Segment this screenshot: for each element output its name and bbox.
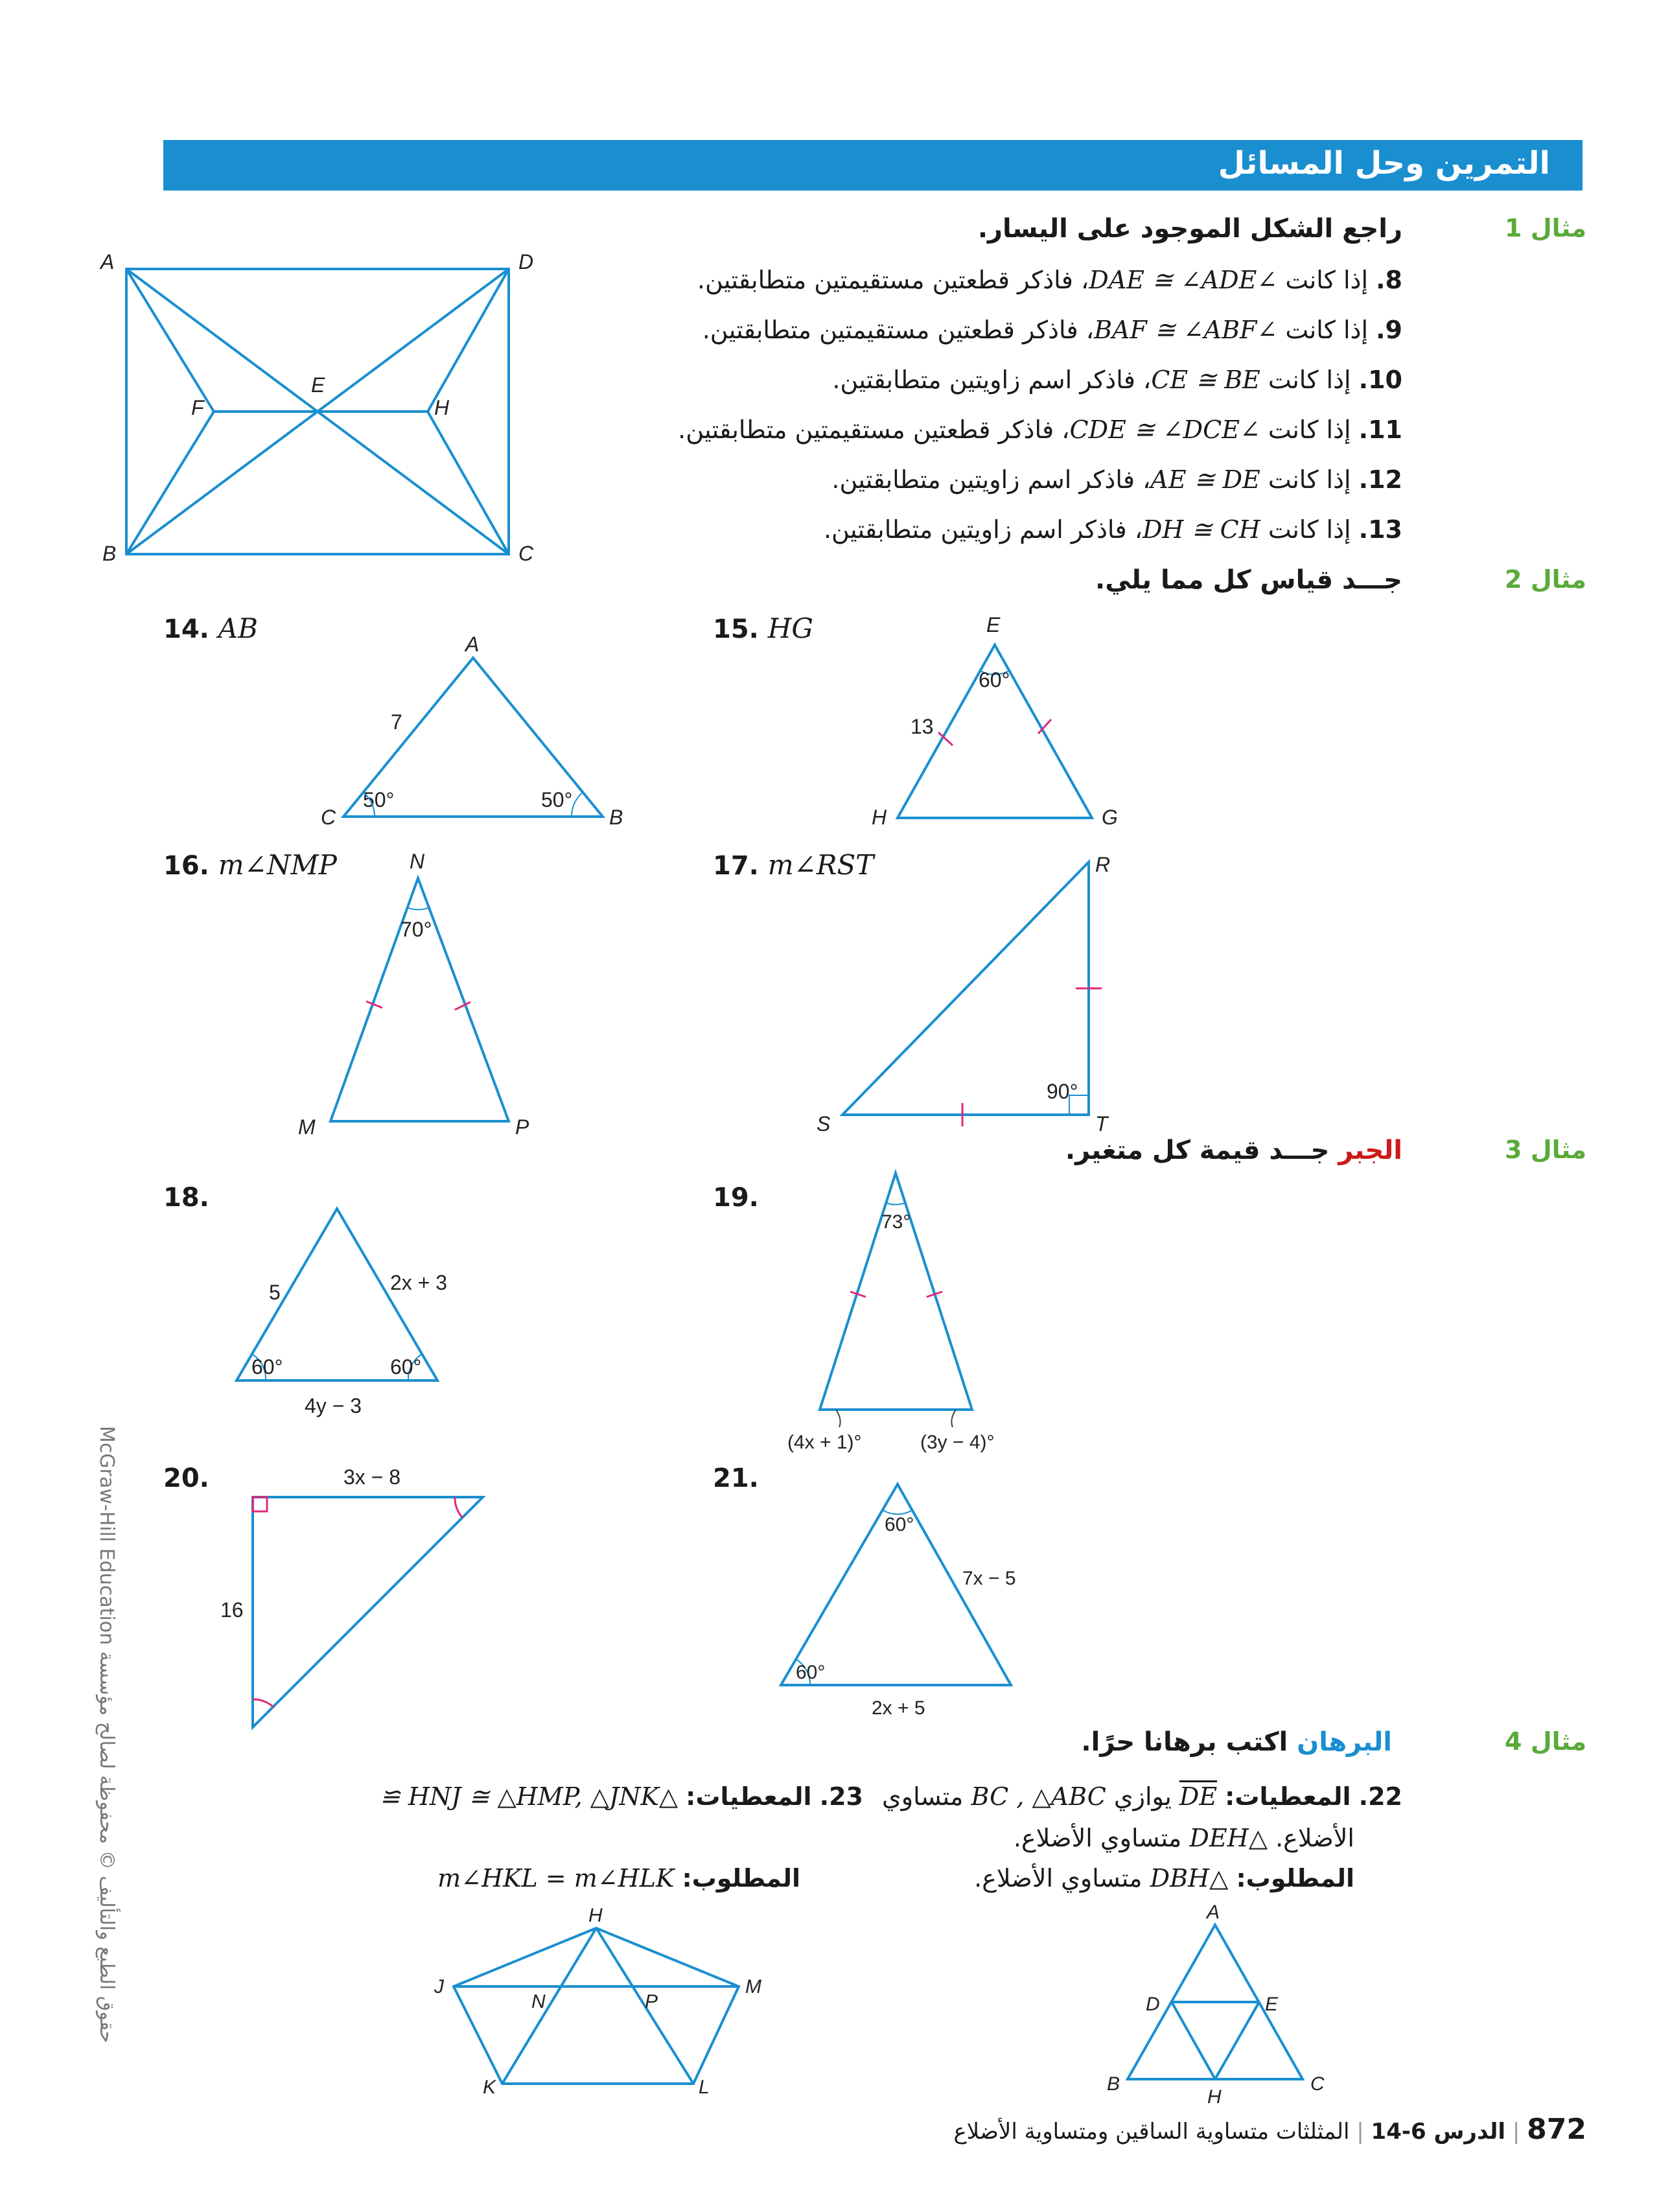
copyright-sidebar: McGraw-Hill Education حقوق الطبع والتأليف © محفوظة لصالح مؤسسة xyxy=(95,1426,118,2043)
algebra-label: الجبر xyxy=(1338,1135,1402,1165)
example-4-label: مثال 4 xyxy=(1505,1727,1586,1756)
problem-16-label: 16. m∠NMP xyxy=(163,849,337,881)
label-h: H xyxy=(872,806,887,829)
label-s: S xyxy=(817,1112,831,1135)
problem-15-label: 15. HG xyxy=(713,612,813,644)
angle-right: 60° xyxy=(390,1355,422,1379)
angle-n: 70° xyxy=(400,918,432,941)
figure-21 xyxy=(765,1471,1037,1737)
question-row xyxy=(832,366,1402,394)
question-text: ، فاذكر اسم زاويتين متطابقتين. xyxy=(831,465,1151,494)
question-number: 11. xyxy=(1358,415,1402,444)
question-row xyxy=(702,316,1402,344)
example-1-label: مثال 1 xyxy=(1505,214,1586,242)
problem-18-label: 18. xyxy=(163,1183,209,1213)
question-row xyxy=(697,266,1402,294)
page-number: 872 xyxy=(1527,2113,1586,2146)
angle-c: 50° xyxy=(363,788,395,811)
question-if: إذا كانت xyxy=(1285,266,1369,294)
figure-20 xyxy=(214,1458,505,1743)
label-e: E xyxy=(986,613,1001,636)
figure-23 xyxy=(428,1899,791,2098)
label-d: D xyxy=(1146,1994,1160,2015)
label-t: T xyxy=(1095,1112,1108,1135)
question-if: إذا كانت xyxy=(1285,316,1369,344)
instruction-3-text: جـــد قيمة كل متغير. xyxy=(1065,1135,1330,1165)
label-m: M xyxy=(298,1115,316,1139)
lesson-title: المثلثات متساوية الساقين ومتساوية الأضلاع xyxy=(953,2119,1350,2145)
angle-left: 60° xyxy=(251,1355,283,1379)
label-e: E xyxy=(1265,1994,1279,2015)
side-bottom: 2x + 5 xyxy=(872,1697,925,1719)
problem-22-prove: المطلوب: △DBH متساوي الأضلاع. xyxy=(974,1864,1354,1892)
angle-top: 60° xyxy=(885,1514,914,1535)
problem-19-label: 19. xyxy=(713,1183,759,1213)
lesson-number: الدرس 6-14 xyxy=(1371,2119,1506,2145)
label-d: D xyxy=(518,250,534,274)
question-row xyxy=(831,465,1402,494)
label-m: M xyxy=(745,1976,761,1997)
label-p: P xyxy=(645,1991,658,2012)
question-row xyxy=(824,515,1402,544)
label-a: A xyxy=(1207,1902,1220,1923)
label-l: L xyxy=(699,2077,710,2098)
question-text: ، فاذكر قطعتين مستقيمتين متطابقتين. xyxy=(702,316,1095,344)
question-text: ، فاذكر اسم زاويتين متطابقتين. xyxy=(823,515,1143,544)
problem-21-label: 21. xyxy=(713,1463,759,1493)
figure-15 xyxy=(862,609,1154,830)
question-math: ∠DAE ≅ ∠ADE xyxy=(1089,266,1278,294)
instruction-4-text: اكتب برهانا حرًا. xyxy=(1081,1727,1288,1757)
label-c: C xyxy=(321,806,336,829)
question-number: 10. xyxy=(1358,366,1402,394)
problem-22-given: 22. المعطيات: DE يوازي BC , △ABC متساوي xyxy=(881,1782,1402,1811)
question-math: ∠BAF ≅ ∠ABF xyxy=(1094,316,1278,344)
label-h: H xyxy=(434,396,450,419)
footer: 872 | الدرس 6-14 | المثلثات متساوية الساقين ومتساوية الأضلاع xyxy=(953,2113,1586,2146)
question-number: 8. xyxy=(1376,266,1402,294)
label-f: F xyxy=(191,396,204,419)
question-if: إذا كانت xyxy=(1268,465,1351,494)
question-math: ∠CDE ≅ ∠DCE xyxy=(1069,415,1260,444)
question-if: إذا كانت xyxy=(1268,415,1351,444)
label-c: C xyxy=(518,542,534,565)
problem-22-given-2: الأضلاع. △DEH متساوي الأضلاع. xyxy=(1013,1824,1354,1852)
problem-23-given: 23. المعطيات: △HNJ ≅ △HMP, △JNK ≅ xyxy=(379,1782,863,1811)
figure-17 xyxy=(804,843,1128,1147)
figure-14 xyxy=(318,622,642,830)
question-text: ، فاذكر اسم زاويتين متطابقتين. xyxy=(832,366,1152,394)
label-a: A xyxy=(465,633,480,656)
question-number: 12. xyxy=(1358,465,1402,494)
label-a: A xyxy=(100,250,115,274)
instruction-3 xyxy=(1065,1135,1402,1165)
problem-23-prove: المطلوب: m∠HKL = m∠HLK xyxy=(437,1864,800,1892)
angle-right: (3y − 4)° xyxy=(920,1432,995,1453)
side-top: 3x − 8 xyxy=(343,1465,401,1489)
angle-t: 90° xyxy=(1047,1080,1078,1103)
side-left: 16 xyxy=(220,1598,244,1622)
question-row xyxy=(678,415,1402,444)
proof-label: البرهان xyxy=(1297,1727,1392,1757)
angle-b: 50° xyxy=(541,788,573,811)
label-n: N xyxy=(531,1991,546,2012)
example-3-label: مثال 3 xyxy=(1505,1135,1586,1164)
side-label: 7 xyxy=(391,710,402,734)
label-b: B xyxy=(1107,2073,1120,2095)
figure-19 xyxy=(778,1160,1050,1478)
side-right: 2x + 3 xyxy=(390,1271,448,1294)
figure-22 xyxy=(1102,1899,1361,2106)
question-if: إذا كانت xyxy=(1268,366,1351,394)
label-c: C xyxy=(1310,2073,1325,2095)
side-bottom: 4y − 3 xyxy=(305,1394,362,1417)
label-j: J xyxy=(434,1976,444,1997)
side-label: 13 xyxy=(911,715,934,738)
label-b: B xyxy=(609,806,623,829)
question-text: ، فاذكر قطعتين مستقيمتين متطابقتين. xyxy=(678,415,1070,444)
question-math: DH ≅ CH xyxy=(1142,515,1260,544)
section-title: التمرين وحل المسائل xyxy=(1218,145,1550,181)
angle-top: 73° xyxy=(881,1211,911,1233)
label-p: P xyxy=(515,1115,529,1139)
side-left: 5 xyxy=(269,1281,281,1304)
example-2-label: مثال 2 xyxy=(1505,565,1586,594)
label-n: N xyxy=(410,850,425,873)
problem-20-label: 20. xyxy=(163,1463,209,1493)
question-math: CE ≅ BE xyxy=(1151,366,1260,394)
figure-16 xyxy=(285,843,544,1147)
label-e: E xyxy=(311,373,325,397)
angle-e: 60° xyxy=(979,668,1010,692)
instruction-4 xyxy=(1081,1727,1392,1757)
problem-14-label: 14. AB xyxy=(163,612,258,644)
angle-left: 60° xyxy=(796,1662,826,1683)
label-r: R xyxy=(1095,853,1111,876)
question-if: إذا كانت xyxy=(1268,515,1351,544)
question-number: 9. xyxy=(1376,316,1402,344)
instruction-1: راجع الشكل الموجود على اليسار. xyxy=(977,214,1402,244)
angle-left: (4x + 1)° xyxy=(787,1432,862,1453)
label-k: K xyxy=(483,2077,496,2098)
question-text: ، فاذكر قطعتين مستقيمتين متطابقتين. xyxy=(697,266,1089,294)
figure-rectangle-abcd xyxy=(97,250,551,577)
label-h: H xyxy=(588,1905,603,1926)
problem-17-label: 17. m∠RST xyxy=(713,849,874,881)
label-b: B xyxy=(102,542,117,565)
question-number: 13. xyxy=(1358,515,1402,544)
side-right: 7x − 5 xyxy=(962,1568,1016,1589)
question-math: AE ≅ DE xyxy=(1150,465,1260,494)
label-h: H xyxy=(1207,2086,1222,2108)
label-g: G xyxy=(1102,806,1118,829)
section-header xyxy=(163,140,1583,191)
instruction-2: جـــد قياس كل مما يلي. xyxy=(1095,565,1402,595)
figure-18 xyxy=(220,1193,544,1439)
